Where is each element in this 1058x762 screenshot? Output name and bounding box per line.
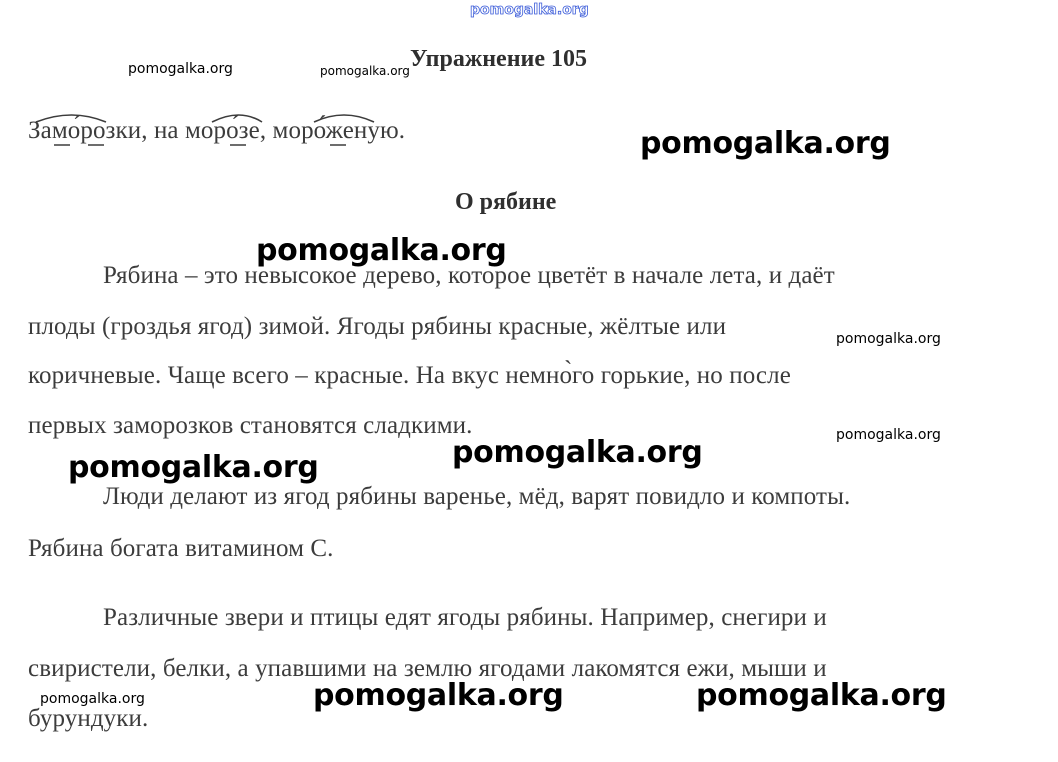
watermark-middle-left: pomogalka.org [256, 233, 507, 268]
text-line: Рябина богата витамином С. [28, 535, 334, 562]
watermark-left: pomogalka.org [68, 450, 319, 485]
text-title: О рябине [455, 189, 557, 215]
watermark-bottom-center: pomogalka.org [313, 678, 564, 713]
text-line: плоды (гроздья ягод) зимой. Ягоды рябины красные, жёлтые или [28, 313, 727, 340]
text-line: Рябина – это невысокое дерево, которое цветёт в начале лета, и даёт [103, 262, 835, 289]
watermark-top: pomogalka.org [470, 2, 589, 18]
watermark-header-left: pomogalka.org [128, 61, 233, 77]
watermark-center: pomogalka.org [452, 435, 703, 470]
watermark-right-small-1: pomogalka.org [836, 331, 941, 347]
text-line: бурундуки. [28, 705, 149, 732]
watermark-upper-right: pomogalka.org [640, 126, 891, 161]
watermark-header-mid: pomogalka.org [320, 64, 410, 78]
watermark-right-small-2: pomogalka.org [836, 427, 941, 443]
text-line: Различные звери и птицы едят ягоды рябины. Например, снегири и [103, 604, 827, 631]
exercise-title: Упражнение 105 [410, 46, 588, 72]
text-line: Люди делают из ягод рябины варенье, мёд, варят повидло и компоты. [103, 483, 851, 510]
watermark-bottom-right: pomogalka.org [696, 678, 947, 713]
text-line: коричневые. Чаще всего – красные. На вкус немно̀го горькие, но после [28, 362, 791, 389]
watermark-bottom-left-small: pomogalka.org [40, 691, 145, 707]
exercise-word-line: Замо́розки, на моро́зе, моро́женую. [28, 117, 406, 144]
text-line: первых заморозков становятся сладкими. [28, 412, 473, 439]
text-line: свиристели, белки, а упавшими на землю ягодами лакомятся ежи, мыши и [28, 655, 827, 682]
